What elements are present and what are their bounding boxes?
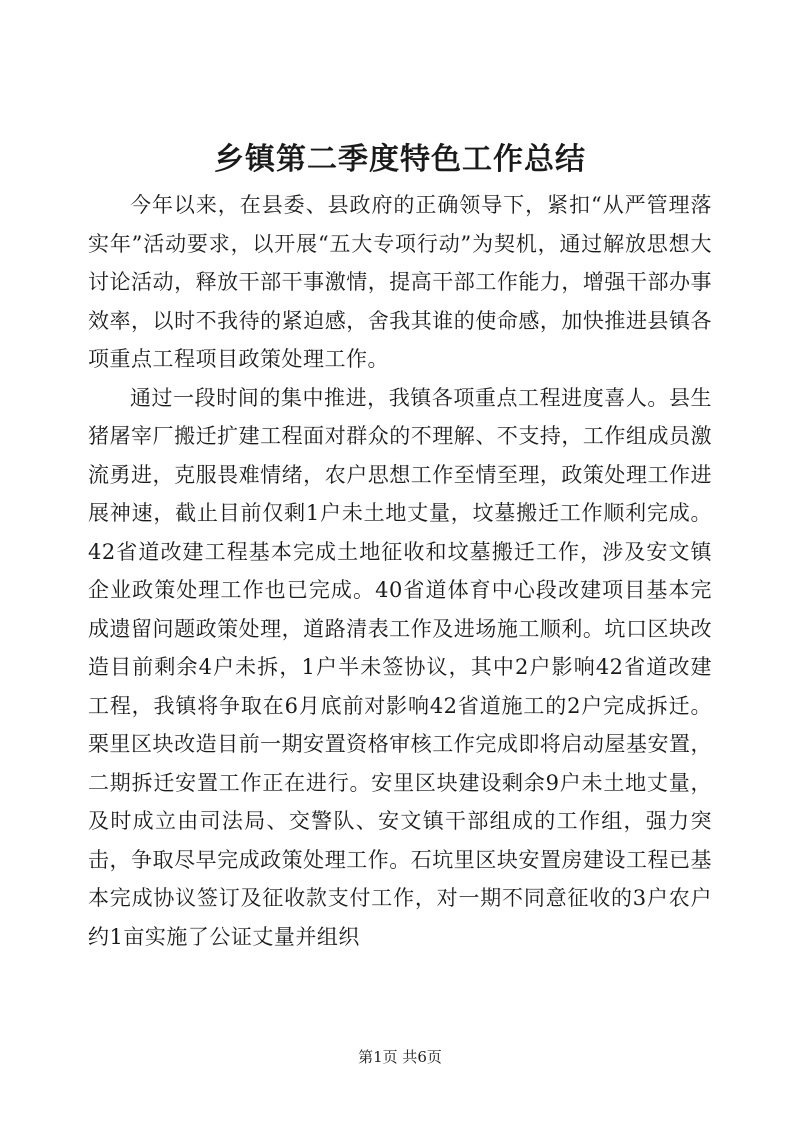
paragraph-2: 通过一段时间的集中推进，我镇各项重点工程进度喜人。县生猪屠宰厂搬迁扩建工程面对群众的不理解、不支持，工作组成员激流勇进，克服畏难情绪，农户思想工作至情至理，政策处理工作进展神速，截止目前仅剩1户未土地丈量，坟墓搬迁工作顺利完成。42省道改建工程基本完成土地征收和坟墓搬迁工作，涉及安文镇企业政策处理工作也已完成。40省道体育中心段改建项目基本完成遗留问题政策处理，道路清表工作及进场施工顺利。坑口区块改造目前剩余4户未拆，1户半未签协议，其中2户影响42省道改建工程，我镇将争取在6月底前对影响42省道施工的2户完成拆迁。栗里区块改造目前一期安置资格审核工作完成即将启动屋基安置，二期拆迁安置工作正在进行。安里区块建设剩余9户未土地丈量，及时成立由司法局、交警队、安文镇干部组成的工作组，强力突击，争取尽早完成政策处理工作。石坑里区块安置房建设工程已基本完成协议签订及征收款支付工作，对一期不同意征收的3户农户约1亩实施了公证丈量并组织: [88, 385, 712, 949]
document-title: 乡镇第二季度特色工作总结: [214, 142, 586, 177]
paragraph-1: 今年以来，在县委、县政府的正确领导下，紧扣“从严管理落实年”活动要求，以开展“五大专项行动”为契机，通过解放思想大讨论活动，释放干部干事激情，提高干部工作能力，增强干部办事效率，以时不我待的紧迫感，舍我其谁的使命感，加快推进县镇各项重点工程项目政策处理工作。: [88, 193, 712, 371]
page-number-footer: 第1页 共6页: [358, 1048, 442, 1066]
document-body: [88, 186, 712, 956]
